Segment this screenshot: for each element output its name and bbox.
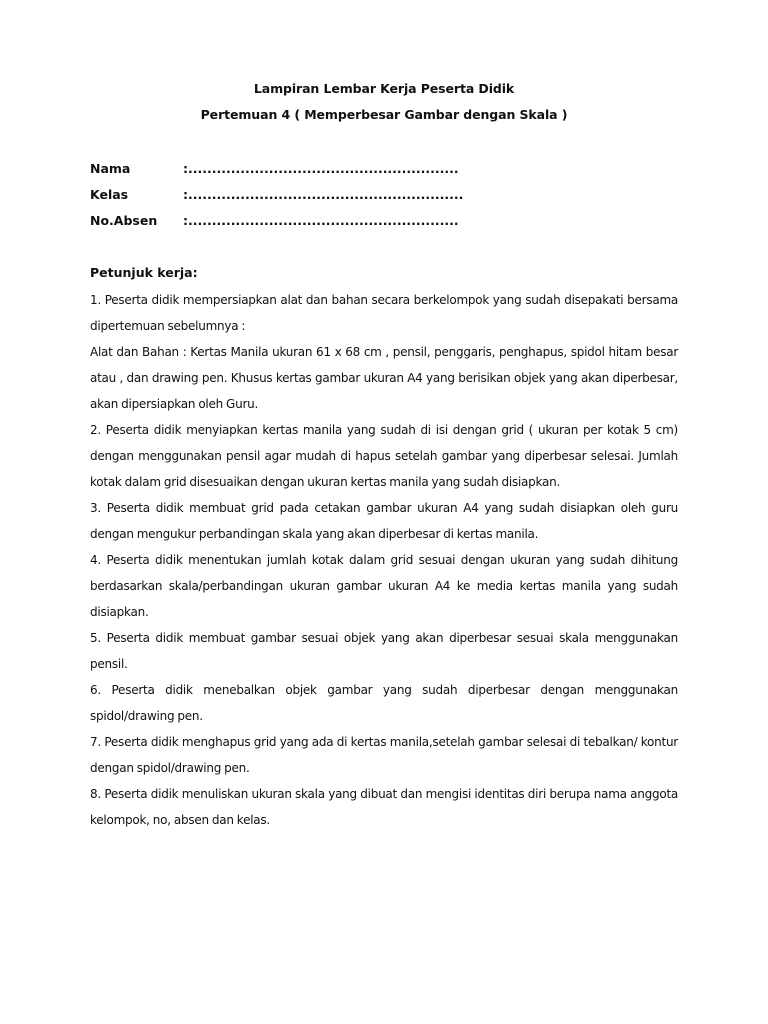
identity-blank-nama: :......................................................... bbox=[183, 161, 459, 176]
identity-blank-kelas: :.......................................................... bbox=[183, 187, 464, 202]
identity-label-absen: No.Absen bbox=[90, 213, 158, 228]
instruction-item: 5. Peserta didik membuat gambar sesuai objek yang akan diperbesar sesuai skala menggunakan pensil. bbox=[90, 631, 678, 671]
instruction-item: 7. Peserta didik menghapus grid yang ada di kertas manila,setelah gambar selesai di tebalkan/ kontur dengan spidol/drawing pen. bbox=[90, 735, 678, 775]
instructions-heading: Petunjuk kerja: bbox=[90, 265, 198, 280]
instruction-item: 1. Peserta didik mempersiapkan alat dan bahan secara berkelompok yang sudah disepakati bersama dipertemuan sebelumnya : bbox=[90, 293, 678, 333]
identity-row-absen bbox=[90, 213, 490, 233]
identity-label-nama: Nama bbox=[90, 161, 131, 176]
instruction-item: 8. Peserta didik menuliskan ukuran skala yang dibuat dan mengisi identitas diri berupa nama anggota kelompok, no, absen dan kelas. bbox=[90, 787, 678, 827]
identity-blank-absen: :......................................................... bbox=[183, 213, 459, 228]
instruction-item: 4. Peserta didik menentukan jumlah kotak dalam grid sesuai dengan ukuran yang sudah dihitung berdasarkan skala/perbandingan ukuran gambar ukuran A4 ke media kertas manila yang sudah disiapkan. bbox=[90, 553, 678, 619]
identity-row-nama bbox=[90, 161, 490, 181]
instruction-item: 2. Peserta didik menyiapkan kertas manila yang sudah di isi dengan grid ( ukuran per kotak 5 cm) dengan menggunakan pensil agar mudah di hapus setelah gambar yang diperbesar selesai. Jumlah kotak dalam grid disesuaikan dengan ukuran kertas manila yang sudah disiapkan. bbox=[90, 423, 678, 489]
document-title: Lampiran Lembar Kerja Peserta Didik bbox=[253, 81, 515, 96]
instruction-item: 3. Peserta didik membuat grid pada cetakan gambar ukuran A4 yang sudah disiapkan oleh guru dengan mengukur perbandingan skala yang akan diperbesar di kertas manila. bbox=[90, 501, 678, 541]
identity-label-kelas: Kelas bbox=[90, 187, 129, 202]
identity-row-kelas bbox=[90, 187, 490, 207]
instruction-item: 6. Peserta didik menebalkan objek gambar yang sudah diperbesar dengan menggunakan spidol/drawing pen. bbox=[90, 683, 678, 723]
instruction-item: Alat dan Bahan : Kertas Manila ukuran 61 x 68 cm , pensil, penggaris, penghapus, spidol hitam besar atau , dan drawing pen. Khusus kertas gambar ukuran A4 yang berisikan objek yang akan diperbesar, akan dipersiapkan oleh Guru. bbox=[90, 345, 678, 411]
instructions-list bbox=[90, 287, 678, 833]
document-subtitle: Pertemuan 4 ( Memperbesar Gambar dengan Skala ) bbox=[200, 107, 568, 122]
